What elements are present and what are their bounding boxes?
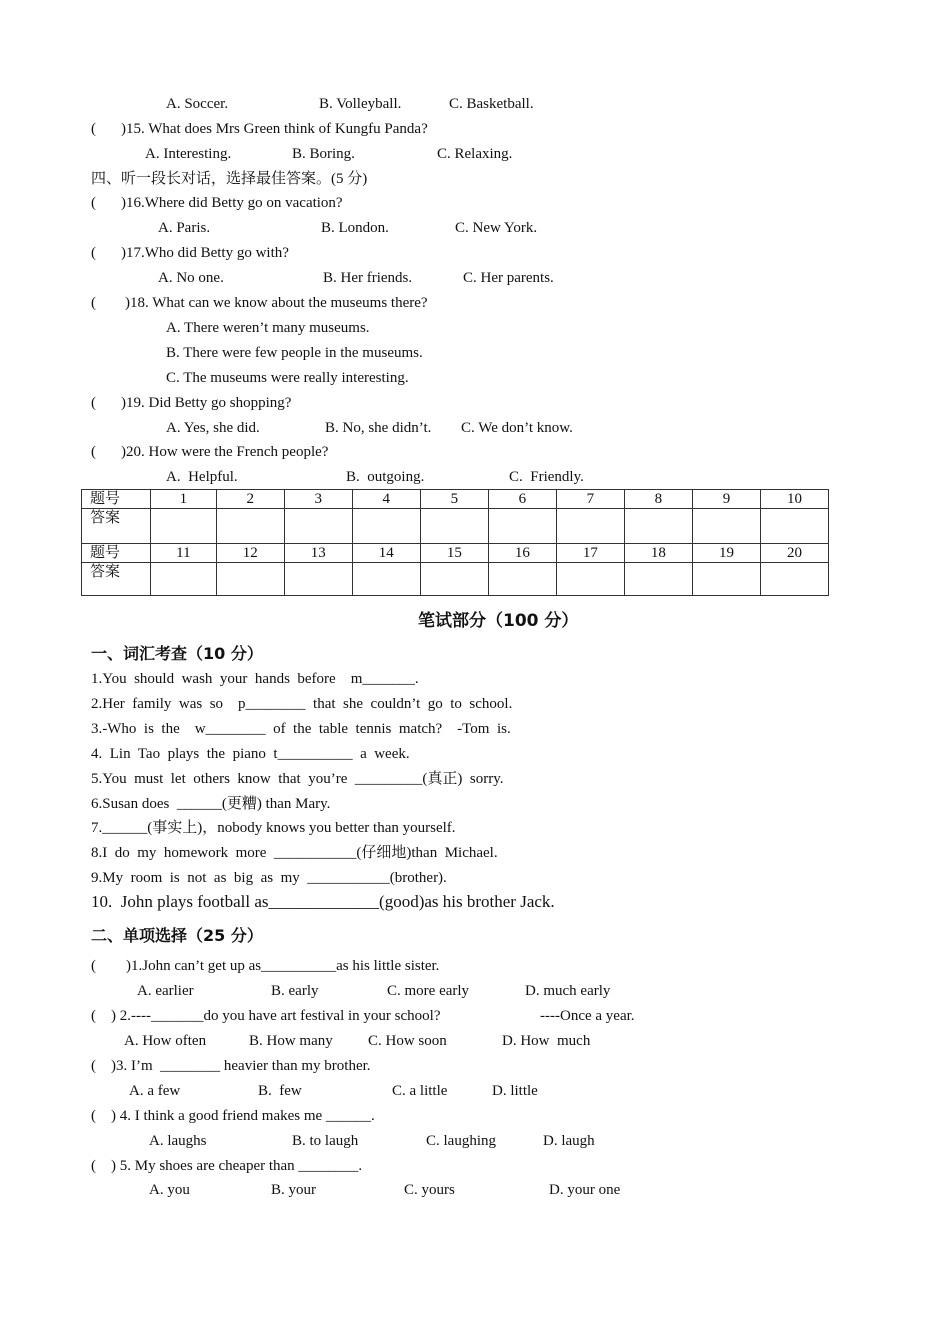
q15-option-a: A. Interesting. [145,146,232,162]
answer-table-number-row-2 [82,544,829,563]
mc-3-option-c: C. a little [392,1083,448,1099]
answer-cell[interactable] [624,509,692,544]
answer-cell[interactable] [216,509,284,544]
table-cell-number: 18 [624,544,692,563]
mc-1-option-d: D. much early [525,983,611,999]
q14-option-b: B. Volleyball. [319,96,402,112]
answer-cell[interactable] [488,563,556,596]
mc-4-option-b: B. to laugh [292,1133,359,1149]
table-cell-number: 8 [624,490,692,509]
table-cell-number: 9 [692,490,760,509]
vocab-item-1: 1.You should wash your hands before m_______. [91,671,419,687]
answer-cell[interactable] [420,563,488,596]
table-cell-number: 5 [420,490,488,509]
vocab-item-3: 3.-Who is the w________ of the table tennis match? -Tom is. [91,721,511,737]
mc-1-option-b: B. early [271,983,319,999]
q18-option-b: B. There were few people in the museums. [166,345,423,361]
answer-table-answer-row-1 [82,509,829,544]
q20-option-b: B. outgoing. [346,469,425,485]
answer-cell[interactable] [420,509,488,544]
mc-4-stem: ( ) 4. I think a good friend makes me ______. [91,1108,375,1124]
q20-paren: ( [91,444,96,460]
table-cell-number: 4 [352,490,420,509]
q20-option-c: C. Friendly. [509,469,584,485]
answer-table-number-row-1 [82,490,829,509]
q18-option-c: C. The museums were really interesting. [166,370,409,386]
mc-3-option-d: D. little [492,1083,538,1099]
answer-cell[interactable] [556,509,624,544]
vocab-item-4: 4. Lin Tao plays the piano t__________ a week. [91,746,410,762]
vocab-item-5: 5.You must let others know that you’re _________(真正) sorry. [91,771,504,787]
q19-stem: )19. Did Betty go shopping? [121,395,292,411]
mc-5-option-c: C. yours [404,1182,455,1198]
mc-5-option-d: D. your one [549,1182,621,1198]
mc-4-option-c: C. laughing [426,1133,496,1149]
vocab-item-2: 2.Her family was so p________ that she couldn’t go to school. [91,696,513,712]
table-cell-number: 6 [488,490,556,509]
table-label-number: 题号 [82,544,151,563]
answer-cell[interactable] [151,563,217,596]
q17-stem: )17.Who did Betty go with? [121,245,289,261]
answer-cell[interactable] [760,563,828,596]
answer-cell[interactable] [556,563,624,596]
mc-3-option-a: A. a few [129,1083,181,1099]
vocab-item-9: 9.My room is not as big as my ___________(brother). [91,870,447,886]
q20-option-a: A. Helpful. [166,469,238,485]
table-cell-number: 15 [420,544,488,563]
q17-option-b: B. Her friends. [323,270,413,286]
q16-paren: ( [91,195,96,211]
answer-cell[interactable] [692,509,760,544]
q18-option-a: A. There weren’t many museums. [166,320,370,336]
mc-1-option-a: A. earlier [137,983,194,999]
table-cell-number: 19 [692,544,760,563]
answer-cell[interactable] [216,563,284,596]
q14-option-c: C. Basketball. [449,96,534,112]
answer-cell[interactable] [284,509,352,544]
table-cell-number: 1 [151,490,217,509]
q19-option-c: C. We don’t know. [461,420,573,436]
table-cell-number: 7 [556,490,624,509]
q14-option-a: A. Soccer. [166,96,229,112]
answer-cell[interactable] [352,509,420,544]
table-cell-number: 10 [760,490,828,509]
mc-2-option-a: A. How often [124,1033,207,1049]
table-label-number: 题号 [82,490,151,509]
table-cell-number: 20 [760,544,828,563]
table-cell-number: 16 [488,544,556,563]
mc-2-option-b: B. How many [249,1033,333,1049]
mc-3-stem: ( )3. I’m ________ heavier than my brother. [91,1058,371,1074]
mc-5-stem: ( ) 5. My shoes are cheaper than ________. [91,1158,363,1174]
q19-paren: ( [91,395,96,411]
section4-title: 四、听一段长对话，选择最佳答案。(5 分) [91,171,368,187]
q19-option-b: B. No, she didn’t. [325,420,432,436]
q17-paren: ( [91,245,96,261]
mc-4-option-d: D. laugh [543,1133,595,1149]
table-label-answer: 答案 [82,509,151,544]
table-cell-number: 12 [216,544,284,563]
mc-2-extra: ----Once a year. [540,1008,635,1024]
answer-cell[interactable] [284,563,352,596]
q15-stem: )15. What does Mrs Green think of Kungfu Panda? [121,121,428,137]
q18-stem: )18. What can we know about the museums there? [125,295,428,311]
table-cell-number: 11 [151,544,217,563]
table-cell-number: 3 [284,490,352,509]
vocab-item-10: 10. John plays football as_____________(good)as his brother Jack. [91,892,555,911]
q18-paren: ( [91,295,96,311]
q16-option-c: C. New York. [455,220,538,236]
mc-4-option-a: A. laughs [149,1133,207,1149]
written-part-title: 笔试部分（100 分） [418,611,579,631]
answer-table-answer-row-2 [82,563,829,596]
q15-option-b: B. Boring. [292,146,355,162]
mc-5-option-b: B. your [271,1182,316,1198]
mc-3-option-b: B. few [258,1083,302,1099]
mc-section-title: 二、单项选择（25 分） [91,926,263,945]
mc-2-option-c: C. How soon [368,1033,447,1049]
q15-paren: ( [91,121,96,137]
q15-option-c: C. Relaxing. [437,146,513,162]
vocab-section-title: 一、词汇考查（10 分） [91,644,263,663]
q19-option-a: A. Yes, she did. [166,420,260,436]
vocab-item-7: 7.______(事实上)，nobody knows you better than yourself. [91,820,456,836]
q16-stem: )16.Where did Betty go on vacation? [121,195,343,211]
table-cell-number: 13 [284,544,352,563]
vocab-item-6: 6.Susan does ______(更糟) than Mary. [91,796,331,812]
q17-option-a: A. No one. [158,270,224,286]
table-label-answer: 答案 [82,563,151,596]
answer-cell[interactable] [488,509,556,544]
answer-cell[interactable] [692,563,760,596]
vocab-item-8: 8.I do my homework more ___________(仔细地)than Michael. [91,845,498,861]
q20-stem: )20. How were the French people? [121,444,329,460]
answer-cell[interactable] [151,509,217,544]
table-cell-number: 17 [556,544,624,563]
mc-1-option-c: C. more early [387,983,470,999]
answer-cell[interactable] [760,509,828,544]
table-cell-number: 14 [352,544,420,563]
mc-2-option-d: D. How much [502,1033,591,1049]
mc-5-option-a: A. you [149,1182,190,1198]
mc-2-stem: ( ) 2.----_______do you have art festival in your school? [91,1008,441,1024]
q16-option-b: B. London. [321,220,389,236]
answer-cell[interactable] [352,563,420,596]
table-cell-number: 2 [216,490,284,509]
q17-option-c: C. Her parents. [463,270,554,286]
answer-table [81,489,829,596]
mc-1-stem: ( )1.John can’t get up as__________as his little sister. [91,958,440,974]
answer-cell[interactable] [624,563,692,596]
q16-option-a: A. Paris. [158,220,211,236]
